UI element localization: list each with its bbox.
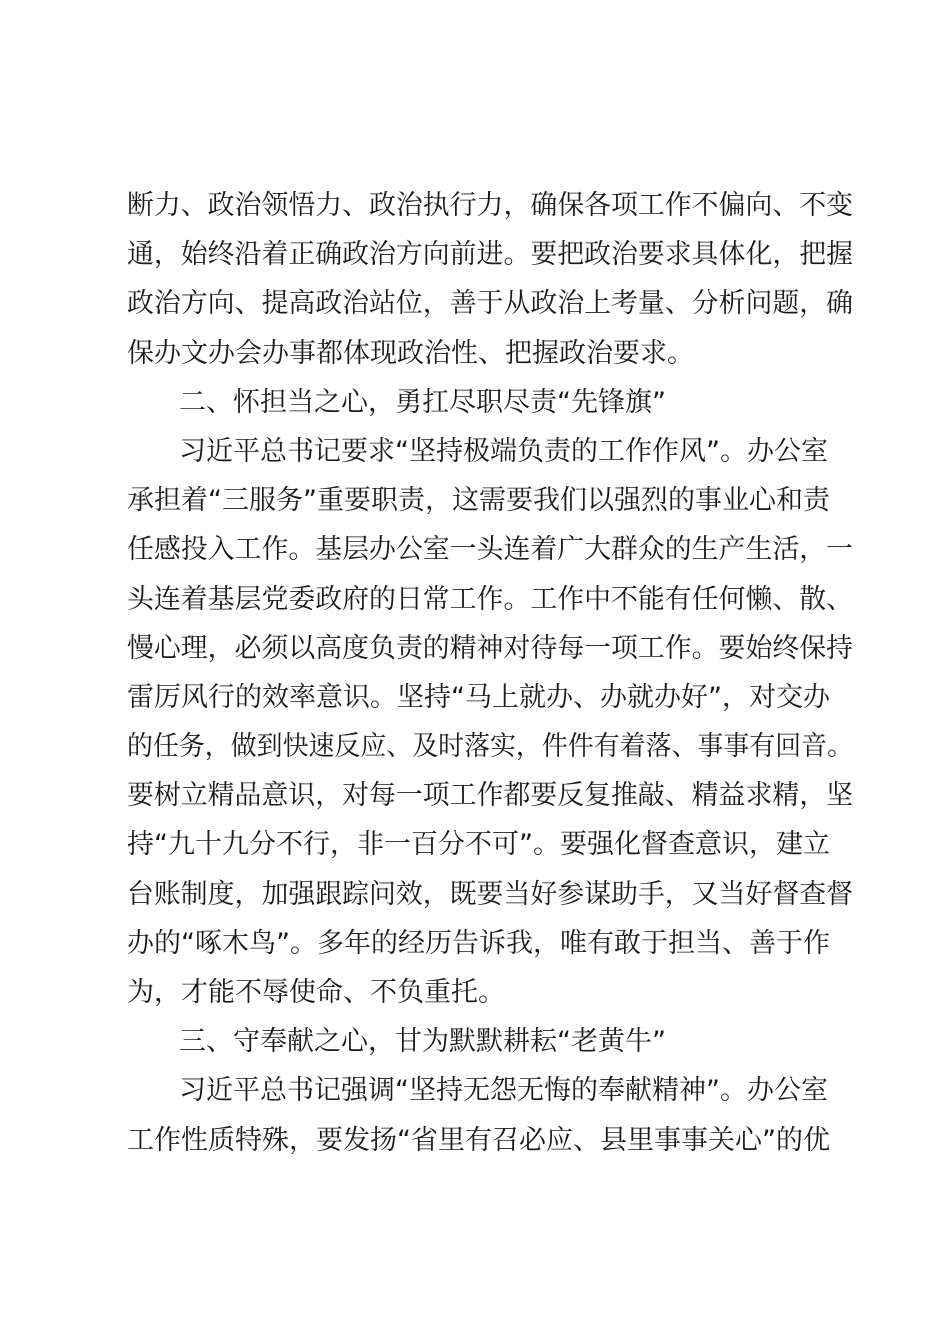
text-line: 慢心理，必须以高度负责的精神对待每一项工作。要始终保持 bbox=[127, 632, 853, 664]
text-line: 为，才能不辱使命、不负重托。 bbox=[127, 977, 505, 1008]
text-line: 政治方向、提高政治站位，善于从政治上考量、分析问题，确 bbox=[127, 288, 853, 320]
text-line: 台账制度，加强跟踪问效，既要当好参谋助手，又当好督查督 bbox=[127, 878, 853, 910]
text-line: 断力、政治领悟力、政治执行力，确保各项工作不偏向、不变 bbox=[127, 190, 853, 221]
text-line: 习近平总书记强调“坚持无怨无悔的奉献精神”。办公室 bbox=[179, 1075, 828, 1107]
text-line: 雷厉风行的效率意识。坚持“马上就办、办就办好”，对交办 bbox=[127, 681, 830, 713]
text-line: 头连着基层党委政府的日常工作。工作中不能有任何懒、散、 bbox=[127, 583, 853, 615]
document-body bbox=[127, 181, 853, 1165]
text-line: 保办文办会办事都体现政治性、把握政治要求。 bbox=[127, 337, 694, 369]
text-line: 承担着“三服务”重要职责，这需要我们以强烈的事业心和责 bbox=[127, 485, 830, 517]
text-line: 通，始终沿着正确政治方向前进。要把政治要求具体化，把握 bbox=[127, 239, 853, 271]
text-line: 的任务，做到快速反应、及时落实，件件有着落、事事有回音。 bbox=[127, 731, 853, 763]
text-line: 办的“啄木鸟”。多年的经历告诉我，唯有敢于担当、善于作 bbox=[127, 927, 830, 959]
text-line: 工作性质特殊，要发扬“省里有召必应、县里事事关心”的优 bbox=[127, 1124, 830, 1156]
text-line: 任感投入工作。基层办公室一头连着广大群众的生产生活，一 bbox=[127, 534, 853, 566]
text-line: 习近平总书记要求“坚持极端负责的工作作风”。办公室 bbox=[179, 435, 828, 467]
text-line: 持“九十九分不行，非一百分不可”。要强化督查意识，建立 bbox=[127, 829, 830, 861]
section-heading: 三、守奉献之心，甘为默默耕耘“老黄牛” bbox=[179, 1026, 666, 1058]
text-line: 要树立精品意识，对每一项工作都要反复推敲、精益求精，坚 bbox=[127, 780, 853, 812]
section-heading: 二、怀担当之心，勇扛尽职尽责“先锋旗” bbox=[179, 386, 666, 418]
